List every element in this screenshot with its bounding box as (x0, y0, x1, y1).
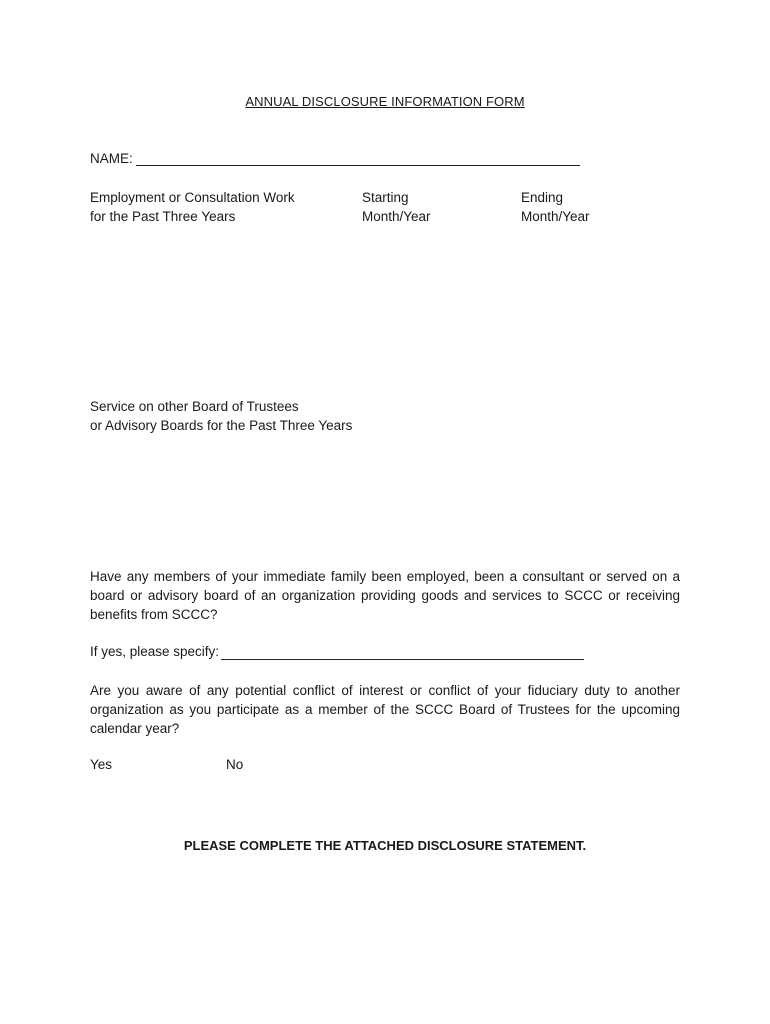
no-option[interactable]: No (226, 757, 244, 772)
footer-note: PLEASE COMPLETE THE ATTACHED DISCLOSURE STATEMENT. (183, 838, 587, 853)
starting-label-line2: Month/Year (362, 209, 431, 224)
form-title: ANNUAL DISCLOSURE INFORMATION FORM (245, 94, 525, 109)
ending-label-line1: Ending (521, 190, 564, 205)
conflict-question: Are you aware of any potential conflict of interest or conflict of your fiduciary duty to another organization as you participate as a member of the SCCC Board of Trustees for the upcoming calendar year? (90, 683, 680, 736)
employment-label-line1: Employment or Consultation Work (90, 190, 295, 205)
specify-label: If yes, please specify: (90, 644, 220, 659)
ending-label-line2: Month/Year (521, 209, 590, 224)
boards-label (90, 397, 352, 435)
starting-label-line1: Starting (362, 190, 409, 205)
name-field-line[interactable] (136, 165, 580, 166)
family-question: Have any members of your immediate family been employed, been a consultant or served on a board or advisory board of an organization providing goods and services to SCCC or receiving benefits from SCCC? (90, 569, 680, 622)
ending-column-header (521, 188, 590, 226)
yes-option[interactable]: Yes (90, 757, 113, 772)
specify-field-line[interactable] (221, 659, 584, 660)
starting-column-header (362, 188, 431, 226)
name-label: NAME: (90, 151, 133, 166)
employment-label-line2: for the Past Three Years (90, 209, 236, 224)
employment-label (90, 188, 295, 226)
boards-label-line2: or Advisory Boards for the Past Three Years (90, 418, 353, 433)
boards-label-line1: Service on other Board of Trustees (90, 399, 299, 414)
